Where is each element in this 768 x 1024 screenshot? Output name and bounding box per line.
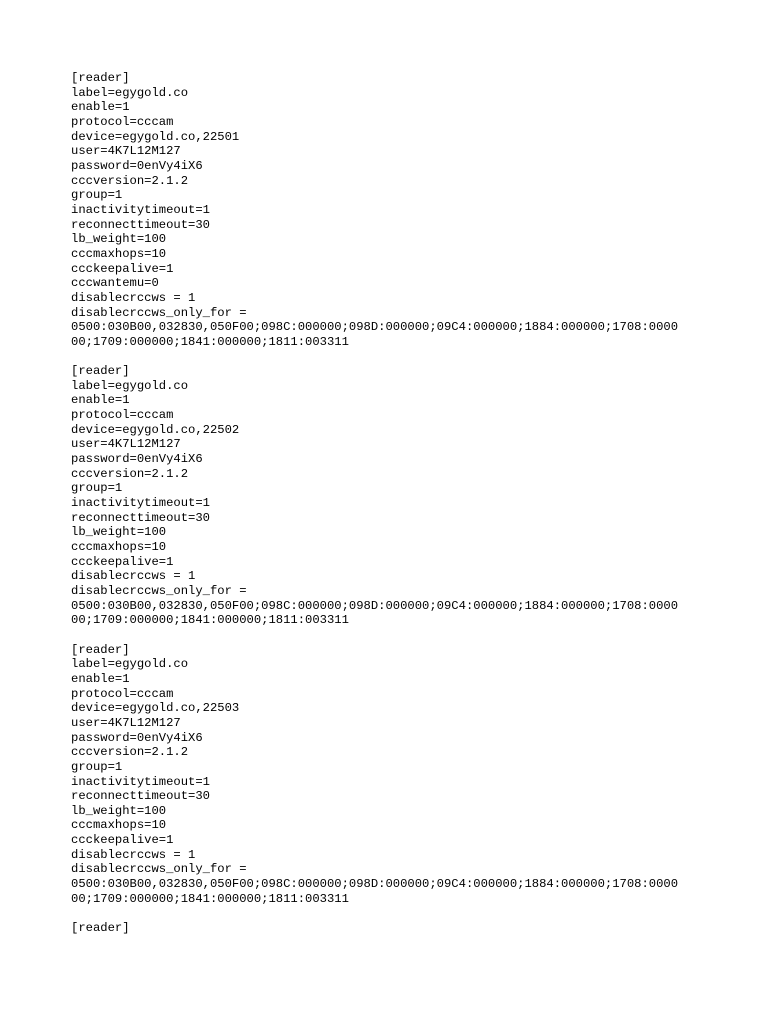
config-line: cccwantemu=0 (71, 276, 159, 291)
config-line: protocol=cccam (71, 408, 174, 423)
config-line: password=0enVy4iX6 (71, 730, 203, 745)
document-page (71, 71, 711, 950)
config-line: label=egygold.co (71, 378, 189, 393)
config-line: device=egygold.co,22503 (71, 701, 240, 716)
config-line: lb_weight=100 (71, 525, 167, 540)
config-line: reconnecttimeout=30 (71, 510, 210, 525)
config-line: lb_weight=100 (71, 803, 167, 818)
config-line: disablecrccws = 1 (71, 290, 196, 305)
config-line: 00;1709:000000;1841:000000;1811:003311 (71, 891, 349, 906)
config-line: [reader] (71, 364, 130, 379)
config-line: device=egygold.co,22502 (71, 422, 240, 437)
config-line: password=0enVy4iX6 (71, 452, 203, 467)
config-line: label=egygold.co (71, 85, 189, 100)
config-line: user=4K7L12M127 (71, 437, 181, 452)
config-line: [reader] (71, 642, 130, 657)
config-line: disablecrccws_only_for = (71, 583, 247, 598)
reader-section (71, 643, 711, 907)
config-line: ccckeepalive=1 (71, 261, 174, 276)
config-line: cccmaxhops=10 (71, 818, 167, 833)
config-line: disablecrccws = 1 (71, 847, 196, 862)
config-line: group=1 (71, 188, 123, 203)
config-line: reconnecttimeout=30 (71, 217, 210, 232)
config-line: disablecrccws = 1 (71, 569, 196, 584)
config-line: ccckeepalive=1 (71, 554, 174, 569)
config-line: cccversion=2.1.2 (71, 173, 189, 188)
config-line: group=1 (71, 759, 123, 774)
config-line: cccversion=2.1.2 (71, 466, 189, 481)
config-line: inactivitytimeout=1 (71, 496, 210, 511)
config-line: protocol=cccam (71, 686, 174, 701)
config-line: disablecrccws_only_for = (71, 305, 247, 320)
config-line: enable=1 (71, 393, 130, 408)
config-line: device=egygold.co,22501 (71, 129, 240, 144)
config-line: 0500:030B00,032830,050F00;098C:000000;098D:000000;09C4:000000;1884:000000;1708:0000 (71, 877, 679, 892)
config-line: user=4K7L12M127 (71, 715, 181, 730)
config-line: label=egygold.co (71, 657, 189, 672)
reader-section (71, 71, 711, 349)
config-line: password=0enVy4iX6 (71, 158, 203, 173)
config-line: cccversion=2.1.2 (71, 745, 189, 760)
config-line: user=4K7L12M127 (71, 144, 181, 159)
config-line: group=1 (71, 481, 123, 496)
config-line: inactivitytimeout=1 (71, 202, 210, 217)
config-line: enable=1 (71, 100, 130, 115)
reader-section (71, 364, 711, 628)
config-line: 0500:030B00,032830,050F00;098C:000000;098D:000000;09C4:000000;1884:000000;1708:0000 (71, 320, 679, 335)
config-line: cccmaxhops=10 (71, 540, 167, 554)
config-line: 00;1709:000000;1841:000000;1811:003311 (71, 334, 349, 349)
config-line: inactivitytimeout=1 (71, 774, 210, 789)
config-line: cccmaxhops=10 (71, 246, 167, 261)
config-line: ccckeepalive=1 (71, 833, 174, 848)
config-line: protocol=cccam (71, 114, 174, 129)
config-line: [reader] (71, 921, 130, 936)
config-line: enable=1 (71, 671, 130, 686)
config-line: lb_weight=100 (71, 232, 167, 247)
reader-section (71, 921, 711, 936)
config-line: disablecrccws_only_for = (71, 862, 247, 877)
config-line: reconnecttimeout=30 (71, 789, 210, 804)
config-line: 00;1709:000000;1841:000000;1811:003311 (71, 613, 349, 628)
config-line: [reader] (71, 71, 130, 85)
config-line: 0500:030B00,032830,050F00;098C:000000;098D:000000;09C4:000000;1884:000000;1708:0000 (71, 598, 679, 613)
